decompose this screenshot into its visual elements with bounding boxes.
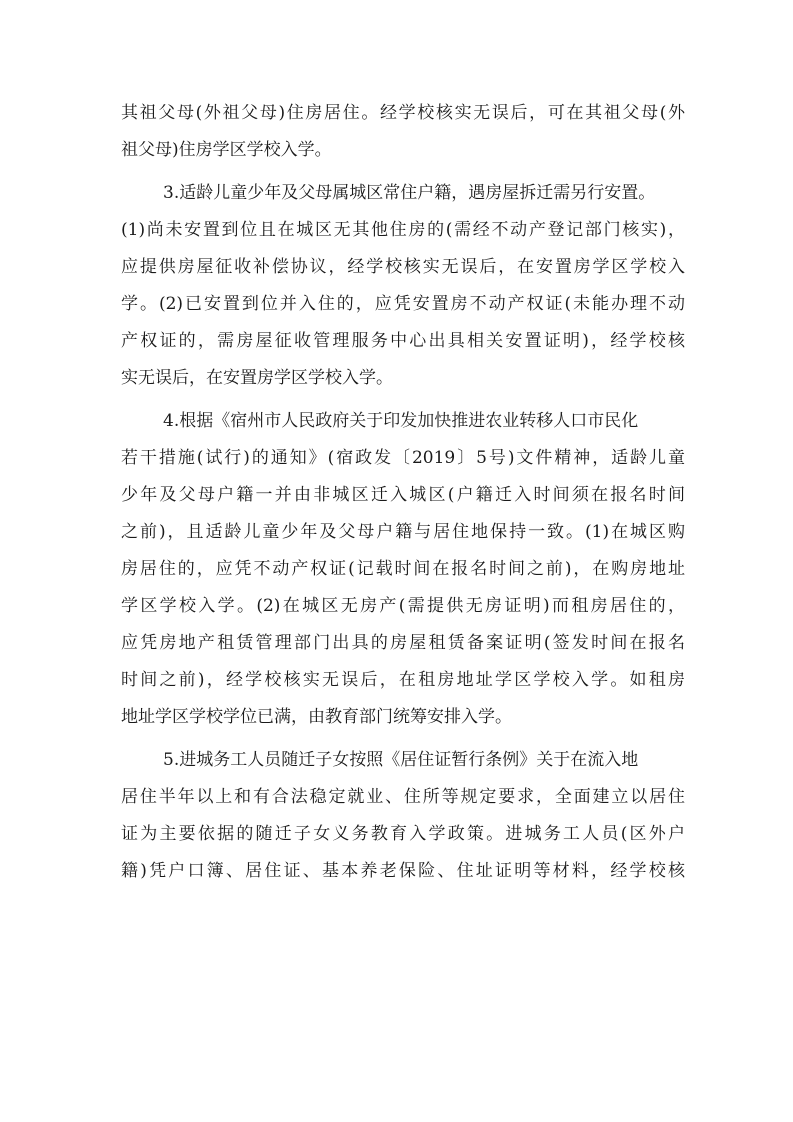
text-line: 4.根据《宿州市人民政府关于印发加快推进农业转移人口市民化 <box>163 411 639 431</box>
text-line: 产权证的，需房屋征收管理服务中心出具相关安置证明)，经学校核 <box>121 331 685 351</box>
text-line: 地址学区学校学位已满，由教育部门统筹安排入学。 <box>121 707 512 727</box>
text-line: 学。(2)已安置到位并入住的，应凭安置房不动产权证(未能办理不动 <box>121 294 685 314</box>
text-line: 若干措施(试行)的通知》(宿政发〔2019〕5号)文件精神，适龄儿童 <box>121 448 685 468</box>
text-line: 5.进城务工人员随迁子女按照《居住证暂行条例》关于在流入地 <box>163 750 639 770</box>
text-line: 应提供房屋征收补偿协议，经学校核实无误后，在安置房学区学校入 <box>121 257 685 277</box>
text-line: 证为主要依据的随迁子女义务教育入学政策。进城务工人员(区外户 <box>121 824 685 844</box>
text-line: 房居住的，应凭不动产权证(记载时间在报名时间之前)，在购房地址 <box>121 559 685 579</box>
text-line: 3.适龄儿童少年及父母属城区常住户籍，遇房屋拆迁需另行安置。 <box>163 183 656 203</box>
paragraph-continued <box>121 95 685 169</box>
document-body <box>121 95 685 890</box>
paragraph-4 <box>121 403 685 736</box>
paragraph-3 <box>121 175 685 397</box>
text-line: 少年及父母户籍一并由非城区迁入城区(户籍迁入时间须在报名时间 <box>121 485 685 505</box>
text-line: 祖父母)住房学区学校入学。 <box>121 140 332 160</box>
text-line: 应凭房地产租赁管理部门出具的房屋租赁备案证明(签发时间在报名 <box>121 633 685 653</box>
text-line: 其祖父母(外祖父母)住房居住。经学校核实无误后，可在其祖父母(外 <box>121 103 685 123</box>
text-line: 时间之前)，经学校核实无误后，在租房地址学区学校入学。如租房 <box>121 670 685 690</box>
text-line: (1)尚未安置到位且在城区无其他住房的(需经不动产登记部门核实)， <box>121 220 685 240</box>
text-line: 籍)凭户口簿、居住证、基本养老保险、住址证明等材料，经学校核 <box>121 861 685 881</box>
paragraph-5 <box>121 742 685 890</box>
text-line: 居住半年以上和有合法稳定就业、住所等规定要求，全面建立以居住 <box>121 787 685 807</box>
text-line: 学区学校入学。(2)在城区无房产(需提供无房证明)而租房居住的， <box>121 596 685 616</box>
text-line: 实无误后，在安置房学区学校入学。 <box>121 368 393 388</box>
text-line: 之前)，且适龄儿童少年及父母户籍与居住地保持一致。(1)在城区购 <box>121 522 685 542</box>
